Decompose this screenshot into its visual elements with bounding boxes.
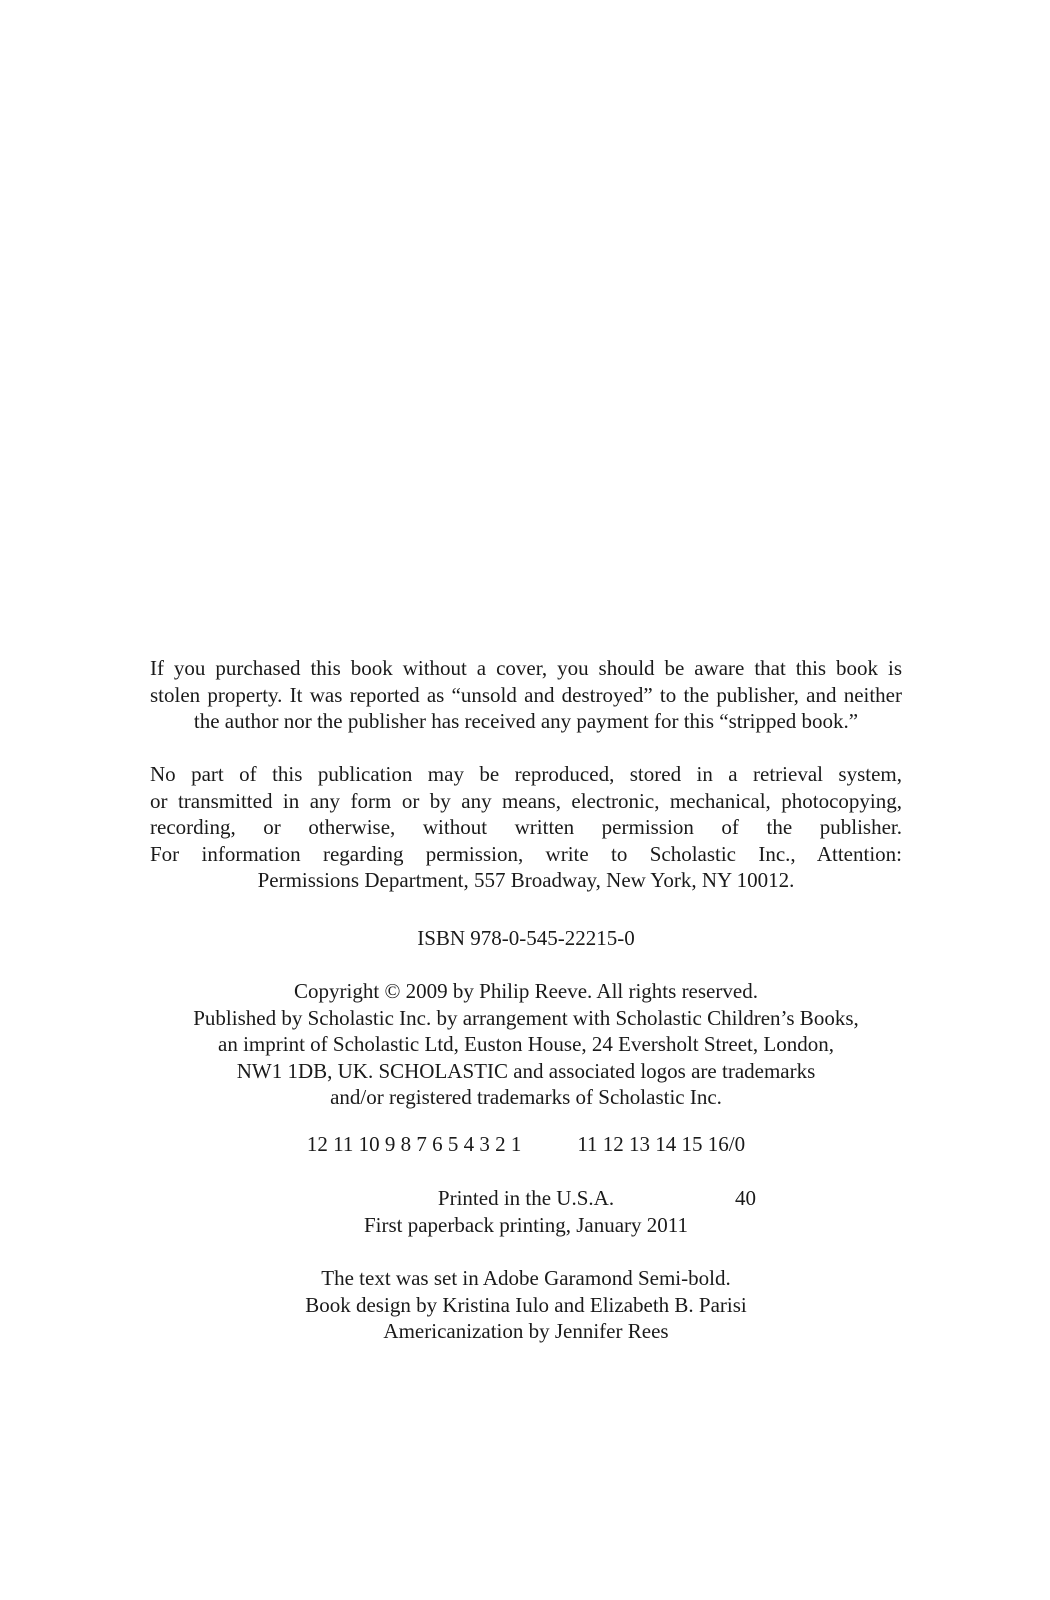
design-line: Book design by Kristina Iulo and Elizabeth B. Parisi — [305, 1292, 747, 1317]
notice-line: If you purchased this book without a cover, you should be aware that this book is — [150, 656, 902, 680]
rights-line: For information regarding permission, write to Scholastic Inc., Attention: — [150, 841, 902, 866]
design-line: The text was set in Adobe Garamond Semi-bold. — [321, 1266, 731, 1290]
rights-line: recording, or otherwise, without written permission of the publisher. — [150, 815, 902, 839]
copyright-statement — [150, 978, 902, 1111]
rights-line: No part of this publication may be reproduced, stored in a retrieval system, — [150, 762, 902, 786]
rights-reserved-notice — [150, 761, 902, 894]
copyright-line: Copyright © 2009 by Philip Reeve. All rights reserved. — [294, 979, 758, 1003]
rights-line: Permissions Department, 557 Broadway, New York, NY 10012. — [257, 868, 795, 892]
printed-in-row — [150, 1185, 902, 1212]
copyright-line: and/or registered trademarks of Scholastic Inc. — [330, 1085, 722, 1109]
copyright-line: NW1 1DB, UK. SCHOLASTIC and associated logos are trademarks — [236, 1058, 816, 1083]
printing-info — [150, 1185, 902, 1238]
first-printing-text: First paperback printing, January 2011 — [363, 1212, 689, 1237]
copyright-line: Published by Scholastic Inc. by arrangement with Scholastic Children’s Books, — [193, 1005, 859, 1030]
design-line: Americanization by Jennifer Rees — [383, 1319, 669, 1343]
copyright-line: an imprint of Scholastic Ltd, Euston House, 24 Eversholt Street, London, — [218, 1032, 834, 1056]
printing-number-line — [150, 1131, 902, 1158]
stripped-book-notice — [150, 655, 902, 735]
isbn-line — [150, 925, 902, 952]
isbn-text: ISBN 978-0-545-22215-0 — [417, 926, 635, 950]
printed-in-text: Printed in the U.S.A. — [437, 1186, 615, 1210]
notice-line: the author nor the publisher has received any payment for this “stripped book.” — [193, 709, 859, 733]
design-credits — [150, 1265, 902, 1345]
notice-line: stolen property. It was reported as “unsold and destroyed” to the publisher, and neither — [150, 682, 902, 707]
impression-numbers: 12 11 10 9 8 7 6 5 4 3 2 1 — [306, 1132, 522, 1156]
printing-code: 40 — [735, 1186, 756, 1210]
rights-line: or transmitted in any form or by any means, electronic, mechanical, photocopying, — [150, 788, 902, 813]
year-numbers: 11 12 13 14 15 16/0 — [577, 1132, 746, 1156]
